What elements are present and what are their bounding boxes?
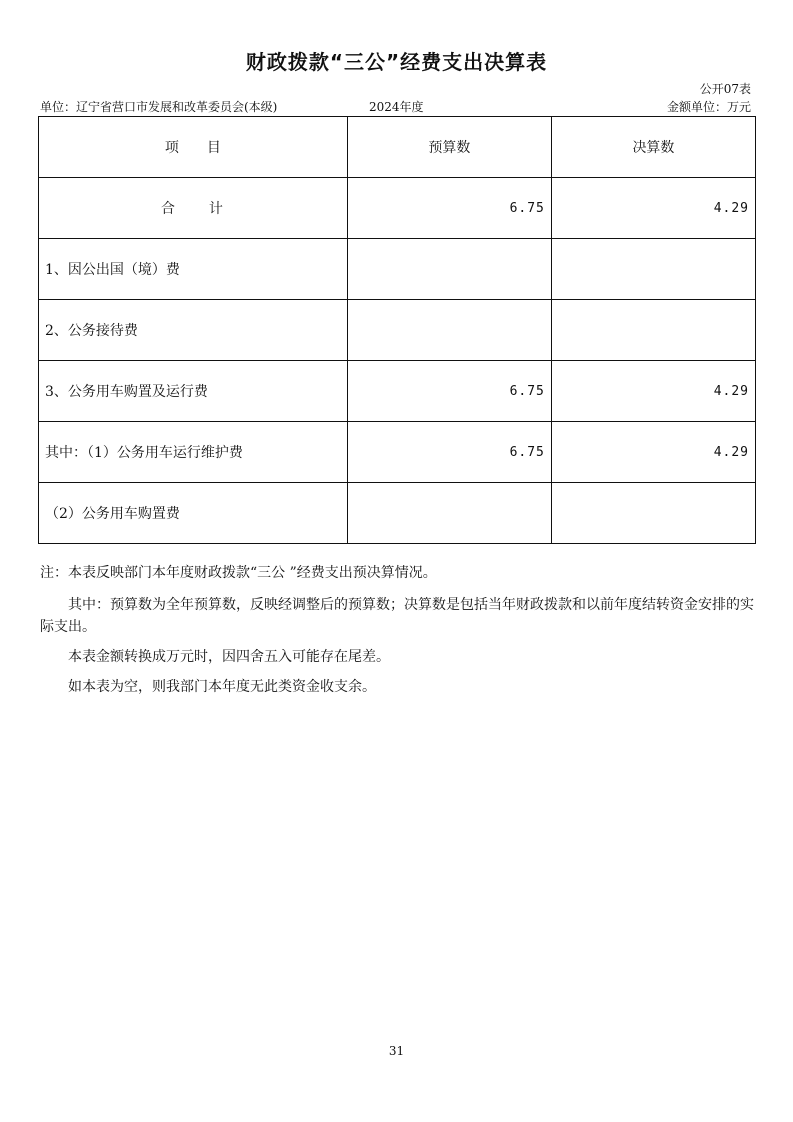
row-label: （2）公务用车购置费 — [39, 483, 348, 544]
actual-value — [551, 300, 755, 361]
budget-value — [347, 300, 551, 361]
table-row — [39, 422, 756, 483]
budget-value: 6.75 — [347, 422, 551, 483]
table-header-row — [39, 117, 756, 178]
row-label: 其中：（1）公务用车运行维护费 — [39, 422, 348, 483]
note-text: 本表金额转换成万元时，因四舍五入可能存在尾差。 — [68, 649, 390, 665]
actual-value: 4.29 — [551, 422, 755, 483]
actual-value — [551, 239, 755, 300]
row-label: 1、因公出国（境）费 — [39, 239, 348, 300]
form-number: 公开07表 — [699, 82, 751, 96]
expense-table — [38, 116, 756, 544]
fiscal-year: 2024年度 — [369, 100, 424, 114]
table-row — [39, 300, 756, 361]
budget-value: 6.75 — [347, 178, 551, 239]
header-item: 项 目 — [39, 117, 348, 178]
actual-value: 4.29 — [551, 361, 755, 422]
header-actual: 决算数 — [551, 117, 755, 178]
page-number: 31 — [388, 1044, 405, 1058]
row-label: 2、公务接待费 — [39, 300, 348, 361]
note-text: 如本表为空，则我部门本年度无此类资金收支余。 — [68, 679, 376, 695]
table-row-total — [39, 178, 756, 239]
actual-value — [551, 483, 755, 544]
note-text: 注：本表反映部门本年度财政拨款“三公 ”经费支出预决算情况。 — [40, 565, 437, 581]
table-row — [39, 361, 756, 422]
budget-value — [347, 483, 551, 544]
currency-unit: 金额单位：万元 — [666, 100, 751, 114]
header-budget: 预算数 — [347, 117, 551, 178]
note-text: 其中：预算数为全年预算数，反映经调整后的预算数；决算数是包括当年财政拨款和以前年度结转资金安排的实际支出。 — [40, 597, 754, 635]
row-label: 合 计 — [39, 178, 348, 239]
budget-value: 6.75 — [347, 361, 551, 422]
budget-value — [347, 239, 551, 300]
table-row — [39, 483, 756, 544]
row-label: 3、公务用车购置及运行费 — [39, 361, 348, 422]
notes-section — [40, 562, 755, 706]
page-title: 财政拨款“三公”经费支出决算表 — [245, 50, 548, 74]
table-row — [39, 239, 756, 300]
reporting-unit: 单位：辽宁省营口市发展和改革委员会(本级) — [40, 100, 278, 114]
actual-value: 4.29 — [551, 178, 755, 239]
